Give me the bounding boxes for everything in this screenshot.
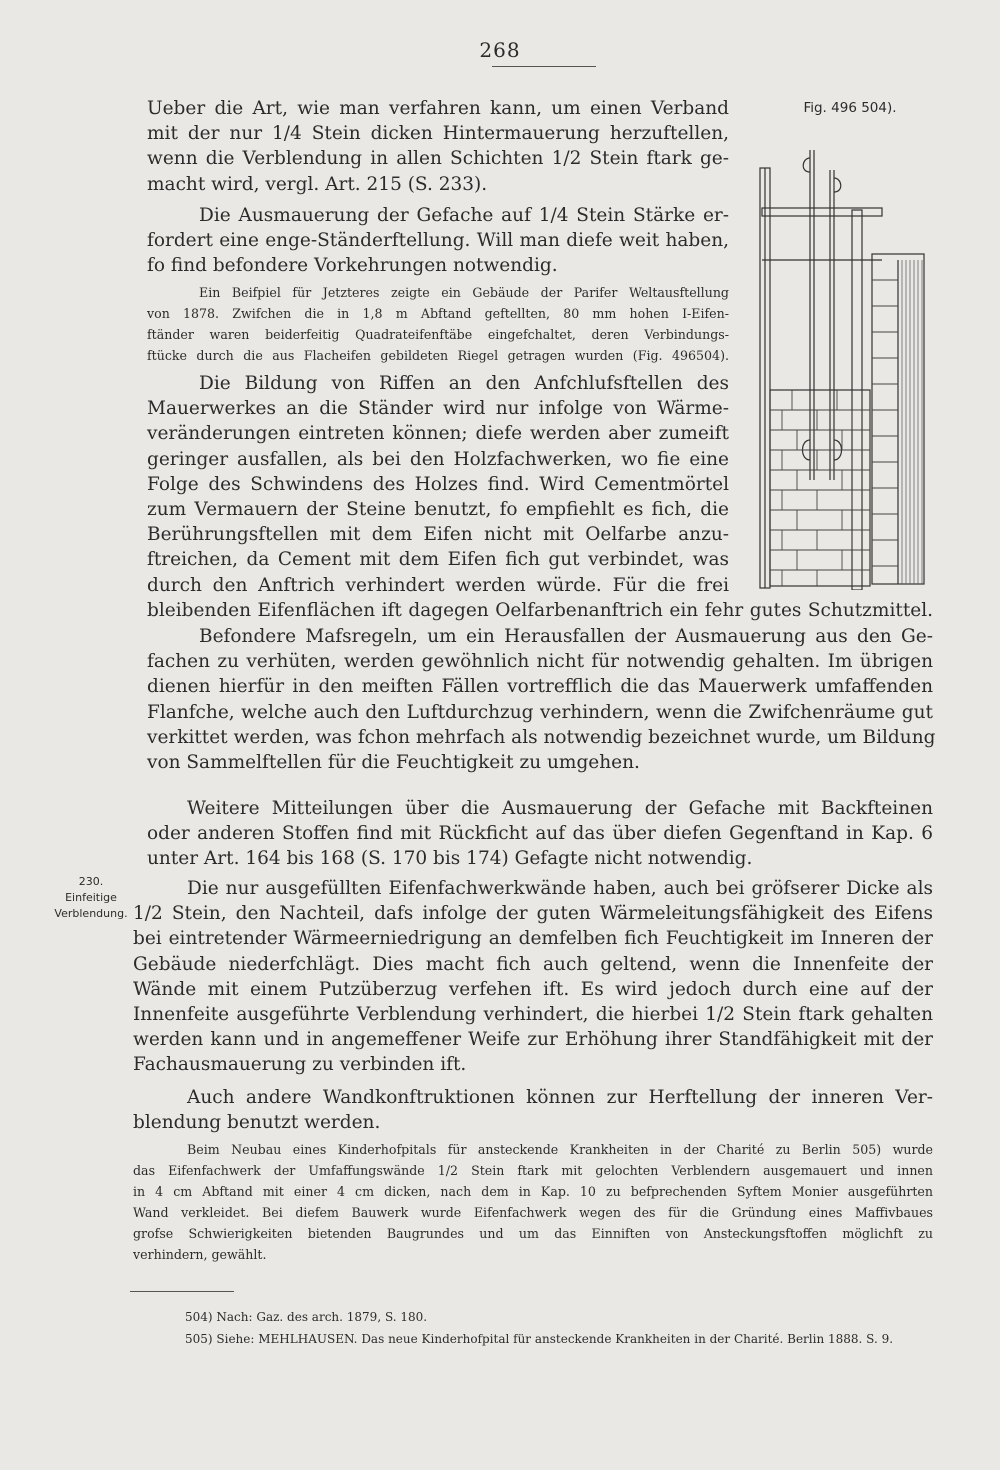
text-line: Berührungsftellen mit dem Eifen nicht mit Oelfarbe anzu-	[147, 524, 729, 546]
text-line: fordert eine enge-Ständerftellung. Will man diefe weit haben,	[147, 230, 729, 252]
text-line: Innenfeite ausgeführte Verblendung verhindert, die hierbei 1/2 Stein ftark gehalten	[133, 1004, 933, 1026]
text-line: Folge des Schwindens des Holzes find. Wird Cementmörtel	[147, 473, 729, 495]
paragraph	[147, 371, 729, 598]
text-line: durch den Anftrich verhindert werden würde. Für die frei	[147, 574, 729, 596]
text-line: verhindern, gewählt.	[133, 1247, 267, 1262]
paragraph	[133, 1085, 933, 1135]
text-line: blendung benutzt werden.	[133, 1112, 381, 1134]
margin-note-line: Verblendung.	[54, 907, 128, 920]
text-line: verkittet werden, was fchon mehrfach als notwendig bezeichnet wurde, um Bildung	[147, 726, 936, 748]
text-line: Wände mit einem Putzüberzug verfehen ift. Es wird jedoch durch eine auf der	[133, 978, 933, 1000]
text-line: macht wird, vergl. Art. 215 (S. 233).	[147, 173, 488, 195]
text-line: dienen hierfür in den meiften Fällen vortrefflich die das Mauerwerk umfaffenden	[147, 676, 933, 698]
page-number: 268	[479, 38, 521, 62]
text-line: bei eintretender Wärmeerniedrigung an demfelben fich Feuchtigkeit im Inneren der	[133, 928, 933, 950]
paragraph	[147, 96, 729, 197]
footnote-rule	[130, 1291, 234, 1292]
text-line: ftänder waren beiderfeitig Quadrateifenftäbe eingefchaltet, deren Verbindungs-	[147, 327, 729, 342]
text-line: fo find befondere Vorkehrungen notwendig.	[147, 255, 558, 277]
text-line: ftücke durch die aus Flacheifen gebildeten Riegel getragen wurden (Fig. 496504).	[147, 348, 729, 363]
text-line: Flanfche, welche auch den Luftdurchzug verhindern, wenn die Zwifchenräume gut	[147, 701, 933, 723]
text-line: von 1878. Zwifchen die in 1,8 m Abftand geftellten, 80 mm hohen I-Eifen-	[147, 306, 729, 321]
text-line: grofse Schwierigkeiten bietenden Baugrundes und um das Einniften von Ansteckungsftoffen möglichft zu	[133, 1226, 933, 1241]
text-line: zum Vermauern der Steine benutzt, fo empfiehlt es fich, die	[147, 499, 729, 521]
text-line: Die Ausmauerung der Gefache auf 1/4 Stein Stärke er-	[199, 205, 729, 226]
paragraph	[133, 876, 933, 1078]
text-line: Die nur ausgefüllten Eifenfachwerkwände haben, auch bei gröfserer Dicke als	[187, 878, 933, 899]
text-line: 1/2 Stein, den Nachteil, dafs infolge der guten Wärmeleitungsfähigkeit des Eifens	[133, 903, 933, 925]
paragraph	[147, 203, 729, 279]
text-line: veränderungen eintreten können; diefe werden aber zumeift	[147, 423, 729, 445]
text-line: fachen zu verhüten, werden gewöhnlich nicht für notwendig gehalten. Im übrigen	[147, 651, 933, 673]
text-line: von Sammelftellen für die Feuchtigkeit zu umgehen.	[147, 752, 640, 774]
wall-frame-illustration	[752, 150, 930, 590]
margin-note-number: 230.	[78, 875, 104, 888]
text-line: Wand verkleidet. Bei diefem Bauwerk wurde Eifenfachwerk wegen des für die Gründung eines Maffivbaues	[133, 1205, 933, 1220]
text-line: Mauerwerkes an die Ständer wird nur infolge von Wärme-	[147, 398, 729, 420]
text-line: Gebäude niederfchlägt. Dies macht fich auch geltend, wenn die Innenfeite der	[133, 953, 933, 975]
text-line: oder anderen Stoffen find mit Rückficht auf das über diefen Gegenftand in Kap. 6	[147, 823, 933, 845]
text-line: in 4 cm Abftand mit einer 4 cm dicken, nach dem in Kap. 10 zu befprechenden Syftem Monier ausgeführten	[133, 1184, 933, 1199]
text-line: Auch andere Wandkonftruktionen können zur Herftellung der inneren Ver-	[187, 1087, 933, 1108]
paragraph	[147, 796, 933, 872]
paragraph-continuation	[147, 598, 933, 623]
margin-note-line: Einfeitige	[65, 891, 117, 904]
text-line: Fachausmauerung zu verbinden ift.	[133, 1054, 467, 1076]
text-line: Beim Neubau eines Kinderhofpitals für ansteckende Krankheiten in der Charité zu Berlin 505) wurde	[187, 1142, 933, 1157]
margin-note	[52, 874, 130, 922]
figure-caption: Fig. 496 504).	[803, 100, 897, 116]
text-line: ftreichen, da Cement mit dem Eifen fich gut verbindet, was	[147, 549, 729, 571]
text-line: bleibenden Eifenflächen ift dagegen Oelfarbenanftrich ein fehr gutes Schutzmittel.	[147, 600, 933, 621]
header-rule	[492, 66, 596, 67]
text-line: Befondere Mafsregeln, um ein Herausfallen der Ausmauerung aus den Ge-	[199, 626, 933, 647]
text-line: mit der nur 1/4 Stein dicken Hintermauerung herzuftellen,	[147, 123, 729, 145]
text-line: Ein Beifpiel für Jetzteres zeigte ein Gebäude der Parifer Weltausftellung	[199, 285, 729, 300]
text-line: Ueber die Art, wie man verfahren kann, um einen Verband	[147, 98, 729, 119]
small-paragraph	[147, 282, 729, 366]
paragraph	[147, 624, 936, 775]
small-paragraph	[133, 1139, 933, 1265]
text-line: werden kann und in angemeffener Weife zur Erhöhung ihrer Standfähigkeit mit der	[133, 1029, 933, 1051]
text-line: Die Bildung von Riffen an den Anfchlufsftellen des	[199, 373, 729, 394]
text-line: geringer ausfallen, als bei den Holzfachwerken, wo fie eine	[147, 448, 729, 470]
text-line: unter Art. 164 bis 168 (S. 170 bis 174) Gefagte nicht notwendig.	[147, 848, 753, 870]
text-line: das Eifenfachwerk der Umfaffungswände 1/2 Stein ftark mit gelochten Verblendern ausgemauert und innen	[133, 1163, 933, 1178]
footnote: 505) Siehe: MEHLHAUSEN. Das neue Kinderhofpital für ansteckende Krankheiten in der Charité. Berlin 1888. S. 9.	[185, 1332, 894, 1346]
text-line: Weitere Mitteilungen über die Ausmauerung der Gefache mit Backfteinen	[187, 798, 933, 819]
footnote: 504) Nach: Gaz. des arch. 1879, S. 180.	[185, 1310, 428, 1324]
text-line: wenn die Verblendung in allen Schichten 1/2 Stein ftark ge-	[147, 148, 729, 170]
